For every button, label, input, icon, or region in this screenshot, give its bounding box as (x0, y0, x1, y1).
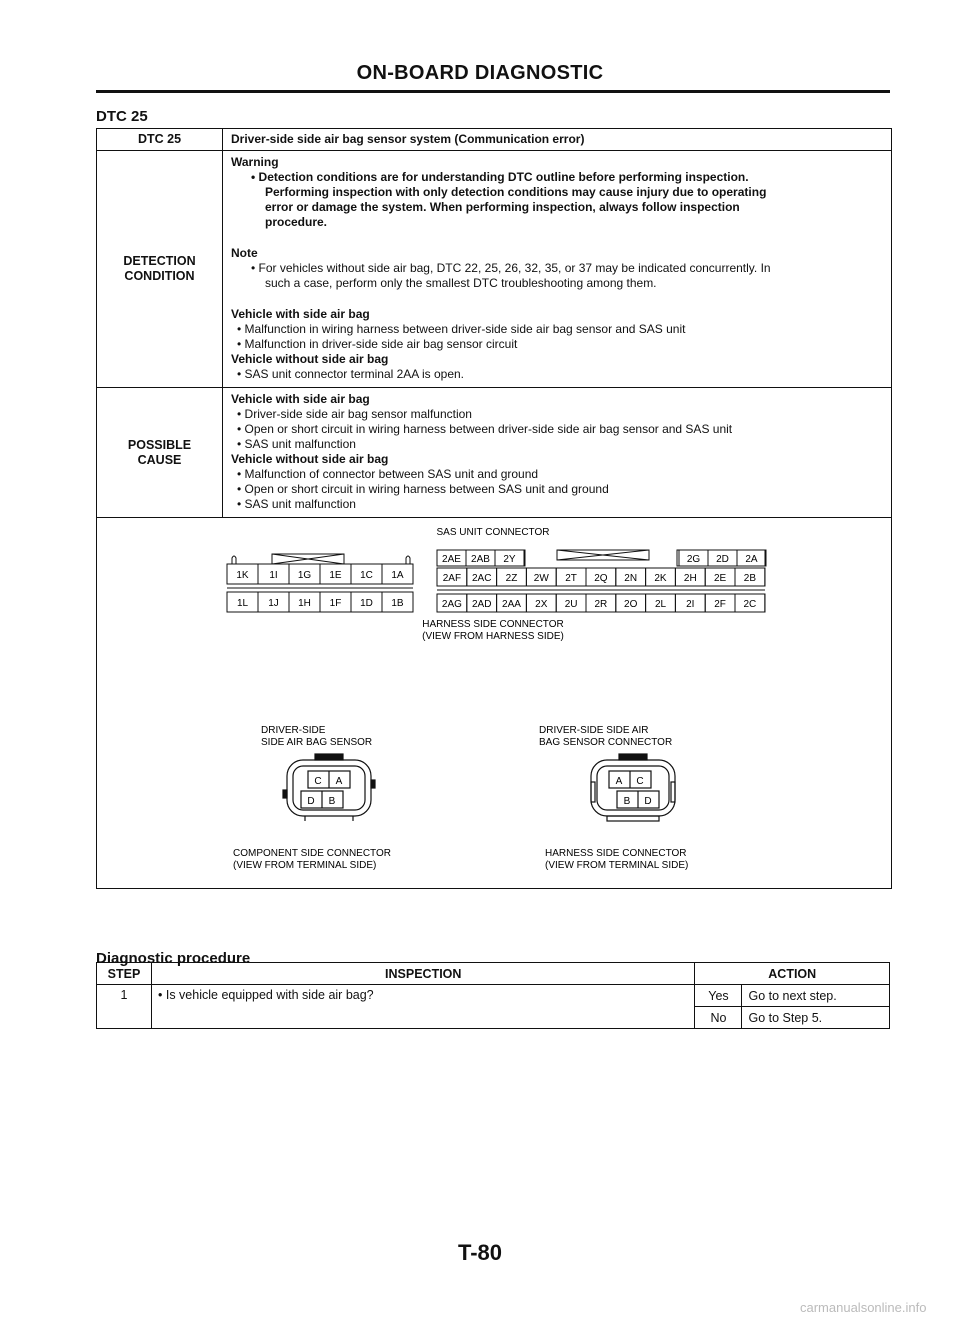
warning-title: Warning (231, 155, 279, 169)
page-header-title: ON-BOARD DIAGNOSTIC (356, 62, 604, 84)
pin-label: 1D (360, 598, 373, 609)
pin-label: 1J (268, 598, 279, 609)
cause-without-item: • Malfunction of connector between SAS unit and ground (231, 467, 883, 482)
pin-label: 2F (714, 599, 726, 610)
cause-with-item: • SAS unit malfunction (231, 437, 883, 452)
pin-label: 2L (654, 599, 667, 610)
pin-label: 2I (686, 599, 695, 610)
pin-label: 2C (743, 599, 757, 610)
pin-label: 2K (654, 573, 667, 584)
pin-label: 2AC (471, 573, 492, 584)
col-inspection-header: INSPECTION (152, 963, 695, 985)
pin-label: 2AF (442, 573, 462, 584)
sensor-connector-title-line1: DRIVER-SIDE SIDE AIR (539, 725, 649, 736)
pin-label: 1E (329, 570, 342, 581)
dtc-code-cell: DTC 25 (97, 129, 223, 151)
harn-pin-bottom-left: B (623, 796, 631, 807)
pin-label: 2B (743, 573, 757, 584)
harn-caption-line2: (VIEW FROM TERMINAL SIDE) (545, 860, 689, 871)
harn-caption-line1: HARNESS SIDE CONNECTOR (545, 848, 687, 859)
pin-label: 1F (329, 598, 342, 609)
pin-label: 2Y (503, 554, 516, 565)
pin-label: 2T (565, 573, 577, 584)
page-number: T-80 (457, 1240, 503, 1265)
sas-right-row0-left (437, 550, 524, 566)
detection-condition-label: DETECTION CONDITION (97, 151, 223, 388)
pin-label: 2A (745, 554, 758, 565)
warning-line: Performing inspection with only detection conditions may cause injury due to operating (265, 185, 767, 199)
action-no: Go to Step 5. (742, 1007, 890, 1029)
comp-pin-bottom-right: B (328, 796, 336, 807)
with-airbag-item: • Malfunction in wiring harness between driver-side side air bag sensor and SAS unit (231, 322, 883, 337)
warning-line: procedure. (265, 215, 328, 229)
with-airbag-item: • Malfunction in driver-side side air bag sensor circuit (231, 337, 883, 352)
pin-label: 2AA (502, 599, 521, 610)
component-side-connector (283, 754, 375, 821)
comp-pin-top-right: A (335, 776, 343, 787)
cause-with-item: • Open or short circuit in wiring harness between driver-side side air bag sensor and SAS unit (231, 422, 883, 437)
pin-label: 2R (594, 599, 608, 610)
comp-pin-bottom-left: D (307, 796, 315, 807)
sas-left-row1 (227, 564, 413, 584)
pin-label: 2X (535, 599, 548, 610)
procedure-title: Diagnostic procedure (96, 950, 251, 967)
answer-no: No (695, 1007, 742, 1029)
comp-pin-top-left: C (314, 776, 322, 787)
cause-with-item: • Driver-side side air bag sensor malfunction (231, 407, 883, 422)
col-action-header: ACTION (695, 963, 890, 985)
sas-right-row1 (437, 568, 765, 586)
dtc-section-title: DTC 25 (96, 108, 148, 125)
sas-right-row0-right (679, 550, 766, 566)
action-yes: Go to next step. (742, 985, 890, 1007)
possible-cause-label: POSSIBLE CAUSE (97, 388, 223, 518)
cause-without-title: Vehicle without side air bag (231, 452, 389, 466)
sas-right-row2 (437, 594, 765, 612)
harness-caption-line1: HARNESS SIDE CONNECTOR (422, 619, 564, 630)
harness-side-connector (591, 754, 675, 821)
comp-caption-line2: (VIEW FROM TERMINAL SIDE) (233, 860, 377, 871)
pin-label: 1A (391, 570, 404, 581)
harn-pin-top-right: C (636, 776, 644, 787)
sensor-title-line1: DRIVER-SIDE (261, 725, 326, 736)
cause-without-item: • SAS unit malfunction (231, 497, 883, 512)
cause-with-title: Vehicle with side air bag (231, 392, 370, 406)
pin-label: 1K (236, 570, 249, 581)
sensor-connector-title-line2: BAG SENSOR CONNECTOR (539, 737, 673, 748)
pin-label: 1C (360, 570, 373, 581)
inspection-text: • Is vehicle equipped with side air bag? (152, 985, 695, 1029)
pin-label: 2H (683, 573, 697, 584)
pin-label: 1G (297, 570, 312, 581)
pin-label: 2AE (442, 554, 461, 565)
sensor-title-line2: SIDE AIR BAG SENSOR (261, 737, 373, 748)
pin-label: 2W (533, 573, 549, 584)
without-airbag-title: Vehicle without side air bag (231, 352, 389, 366)
sas-connector-title: SAS UNIT CONNECTOR (436, 527, 550, 538)
warning-line: error or damage the system. When performing inspection, always follow inspection (265, 200, 740, 214)
pin-label: 2AB (471, 554, 490, 565)
pin-label: 2AG (441, 599, 462, 610)
harness-caption-line2: (VIEW FROM HARNESS SIDE) (422, 631, 564, 642)
pin-label: 2Q (594, 573, 608, 584)
with-airbag-title: Vehicle with side air bag (231, 307, 370, 321)
pin-label: 2D (716, 554, 729, 565)
possible-cause-content (223, 388, 892, 518)
dtc-description: Driver-side side air bag sensor system (Communication error) (223, 129, 892, 151)
pin-label: 2Z (505, 573, 518, 584)
pin-label: 2G (686, 554, 701, 565)
connector-diagram-cell (97, 518, 892, 889)
note-line: such a case, perform only the smallest DTC troubleshooting among them. (265, 276, 657, 290)
col-step-header: STEP (97, 963, 152, 985)
sas-left-row2 (227, 592, 413, 612)
harn-pin-bottom-right: D (644, 796, 652, 807)
without-airbag-item: • SAS unit connector terminal 2AA is open. (231, 367, 883, 382)
warning-line: • Detection conditions are for understanding DTC outline before performing inspection. (231, 170, 883, 185)
pin-label: 2N (624, 573, 638, 584)
connector-diagram (97, 518, 891, 886)
cause-without-item: • Open or short circuit in wiring harness between SAS unit and ground (231, 482, 883, 497)
pin-label: 2AD (471, 599, 492, 610)
answer-yes: Yes (695, 985, 742, 1007)
comp-caption-line1: COMPONENT SIDE CONNECTOR (233, 848, 391, 859)
watermark: carmanualsonline.info (800, 1300, 927, 1315)
pin-label: 1L (236, 598, 249, 609)
step-number: 1 (97, 985, 152, 1029)
pin-label: 1I (269, 570, 278, 581)
pin-label: 1H (298, 598, 311, 609)
pin-label: 1B (391, 598, 404, 609)
pin-label: 2U (564, 599, 578, 610)
dtc-info-table (96, 128, 892, 889)
pin-label: 2E (713, 573, 727, 584)
harn-pin-top-left: A (615, 776, 623, 787)
note-title: Note (231, 246, 258, 260)
detection-condition-content (223, 151, 892, 388)
note-line: • For vehicles without side air bag, DTC 22, 25, 26, 32, 35, or 37 may be indicated concurrently. In (231, 261, 883, 276)
header-rule (96, 90, 890, 93)
procedure-table (96, 962, 890, 1029)
pin-label: 2O (624, 599, 638, 610)
